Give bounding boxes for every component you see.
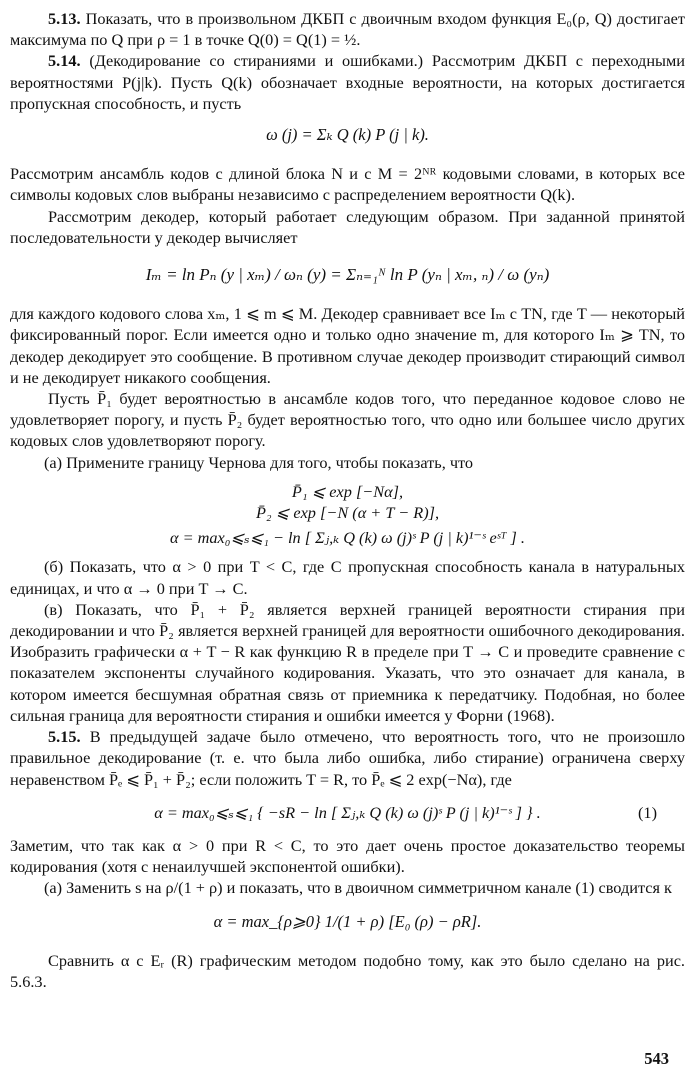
equation-omega: ω (j) = Σₖ Q (k) P (j | k). [266,125,429,145]
paragraph-probabilities: Пусть P̄₁ будет вероятностью в ансамбле кодов того, что переданное кодовое слово не удовлетворяет порогу, и пусть P̄₂ будет вероятностью того, что одно или большее число других кодовых слов удовлетворяют порогу. [10,389,685,451]
page-number: 543 [644,1048,669,1068]
problem-5-13 [10,8,685,50]
equation-alpha: α = max₀⩽ₛ⩽₁ − ln [ Σⱼ,ₖ Q (k) ω (j)ˢ P (j | k)¹⁻ˢ eˢᵀ ] . [169,528,526,548]
part-a-515: (а) Заменить s на ρ/(1 + ρ) и показать, что в двоичном симметричном канале (1) сводится к [44,878,672,898]
problem-number: 5.15. [48,727,81,747]
part-b: (б) Показать, что α > 0 при T < C, где C пропускная способность канала в натуральных единицах, и что α → 0 при T → C. [10,557,685,598]
equation-Im: Iₘ = ln Pₙ (y | xₘ) / ωₙ (y) = Σₙ₌₁ᴺ ln P (yₙ | xₘ, ₙ) / ω (yₙ) [145,265,550,285]
equation-1-block [10,802,685,823]
paragraph-compare: Сравнить α с Eᵣ (R) графическим методом подобно тому, как это было сделано на рис. 5.6.3. [10,950,685,991]
problem-5-14-intro [10,50,685,114]
equation-2: α = max_{ρ⩾0} 1/(1 + ρ) [E₀ (ρ) − ρR]. [213,911,482,931]
paragraph-ensemble: Рассмотрим ансамбль кодов с длиной блока N и с M = 2ᴺᴿ кодовыми словами, в которых все символы кодовых слов выбраны независимо с распределением вероятности Q(k). [10,164,685,205]
problem-number: 5.13. [48,9,81,28]
paragraph-remark: Заметим, что так как α > 0 при R < C, то это дает очень простое доказательство теоремы кодирования (хотя с ненаилучшей экспонентой ошибки). [10,835,685,877]
equation-1: α = max₀⩽ₛ⩽₁ { −sR − ln [ Σⱼ,ₖ Q (k) ω (j)ˢ P (j | k)¹⁻ˢ ] } . [154,802,541,822]
part-c: (в) Показать, что P̄₁ + P̄₂ является верхней границей вероятности стирания при декодировании и что P̄₂ является верхней границей для вероятности ошибочного декодирования. Изобразить графически α + T − R как функцию R в пределе при T → C и проведите сравнение с показателем экспоненты случайного кодирования. Указать, что это означает для канала, в котором имеется бесшумная обратная связь от приемника к передатчику. Подобная, но более сильная граница для вероятности стирания и ошибки имеется у Форни (1968). [10,599,685,725]
problem-number: 5.14. [48,51,81,71]
equation-p2: P̄₂ ⩽ exp [−N (α + T − R)], [255,503,440,523]
paragraph-rule: для каждого кодового слова xₘ, 1 ⩽ m ⩽ M. Декодер сравнивает все Iₘ с TN, где T — некоторый фиксированный порог. Если имеется одно и только одно значение m, для которого Iₘ ⩾ TN, то декодер декодирует это сообщение. В противном случае декодер производит стирающий символ и не декодирует никакого сообщения. [10,304,685,387]
problem-5-15 [10,726,685,790]
part-a: (а) Примените границу Чернова для того, чтобы показать, что [44,452,474,472]
problem-text: (Декодирование со стираниями и ошибками.) Рассмотрим ДКБП с переходными вероятностями P(j|k). Пусть Q(k) обозначает входные вероятности, на которых достигается пропускная способность, и пусть [10,51,686,113]
paragraph-decoder: Рассмотрим декодер, который работает следующим образом. При заданной принятой последовательности у декодер вычисляет [10,206,685,247]
equation-number: (1) [638,802,657,822]
equations-chernov [10,481,685,549]
problem-text: Показать, что в произвольном ДКБП с двоичным входом функция E₀(ρ, Q) достигает максимума по Q при ρ = 1 в точке Q(0) = Q(1) = ½. [10,9,686,50]
equation-p1: P̄₁ ⩽ exp [−Nα], [291,481,404,501]
problem-text: В предыдущей задаче было отмечено, что вероятность того, что не произошло правильное декодирование (т. е. что была либо ошибка, либо стирание) ограничена сверху неравенством P̄ₑ ⩽ P̄₁ + P̄₂; если положить T = R, то P̄ₑ ⩽ 2 exp(−Nα), где [10,727,685,789]
